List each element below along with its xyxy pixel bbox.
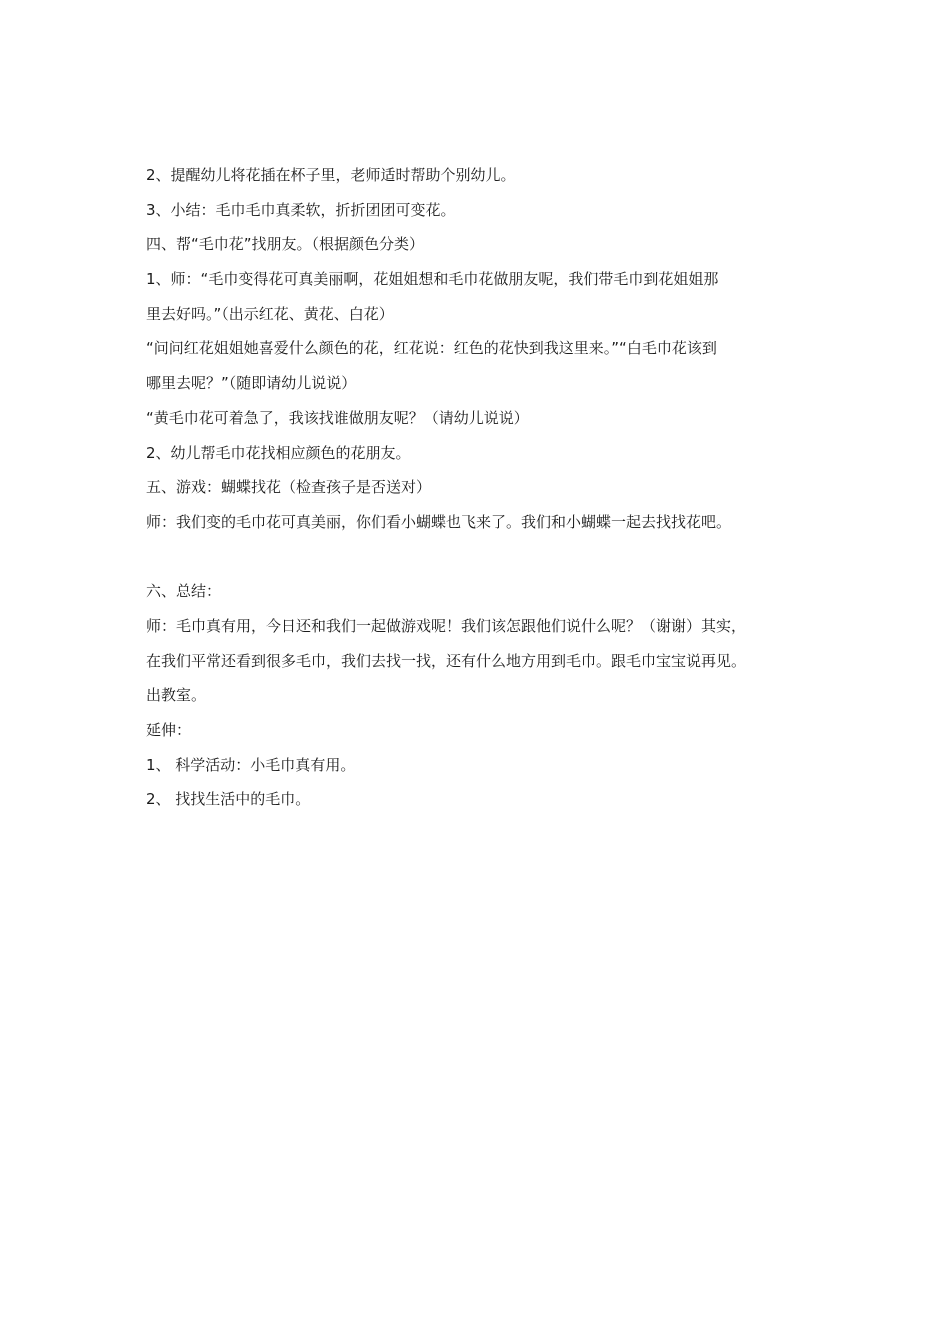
text-line: “问问红花姐姐她喜爱什么颜色的花，红花说：红色的花快到我这里来。”“白毛巾花该到	[146, 339, 717, 358]
text-line: “黄毛巾花可着急了，我该找谁做朋友呢？（请幼儿说说）	[146, 408, 529, 427]
text-line: 2、 找找生活中的毛巾。	[146, 790, 311, 809]
section-heading: 五、游戏：蝴蝶找花（检查孩子是否送对）	[146, 478, 432, 497]
text-line: 出教室。	[146, 686, 207, 705]
document-body	[146, 158, 816, 817]
text-line: 里去好吗。”（出示红花、黄花、白花）	[146, 304, 394, 323]
blank-line	[146, 540, 816, 575]
text-line: 1、 科学活动：小毛巾真有用。	[146, 755, 356, 774]
section-heading: 四、帮“毛巾花”找朋友。（根据颜色分类）	[146, 235, 425, 254]
section-heading: 延伸：	[146, 721, 192, 739]
text-line: 2、提醒幼儿将花插在杯子里，老师适时帮助个别幼儿。	[146, 166, 516, 184]
text-line: 师：我们变的毛巾花可真美丽，你们看小蝴蝶也飞来了。我们和小蝴蝶一起去找找花吧。	[146, 512, 732, 531]
text-line: 3、小结：毛巾毛巾真柔软，折折团团可变花。	[146, 200, 456, 219]
text-line: 哪里去呢？”（随即请幼儿说说）	[146, 374, 357, 393]
text-line: 2、幼儿帮毛巾花找相应颜色的花朋友。	[146, 443, 411, 462]
text-line: 1、师：“毛巾变得花可真美丽啊，花姐姐想和毛巾花做朋友呢，我们带毛巾到花姐姐那	[146, 270, 719, 289]
section-heading: 六、总结：	[146, 582, 222, 601]
text-line: 在我们平常还看到很多毛巾，我们去找一找，还有什么地方用到毛巾。跟毛巾宝宝说再见。	[146, 651, 747, 670]
text-line: 师：毛巾真有用，今日还和我们一起做游戏呢！我们该怎跟他们说什么呢？（谢谢）其实，	[146, 616, 747, 635]
